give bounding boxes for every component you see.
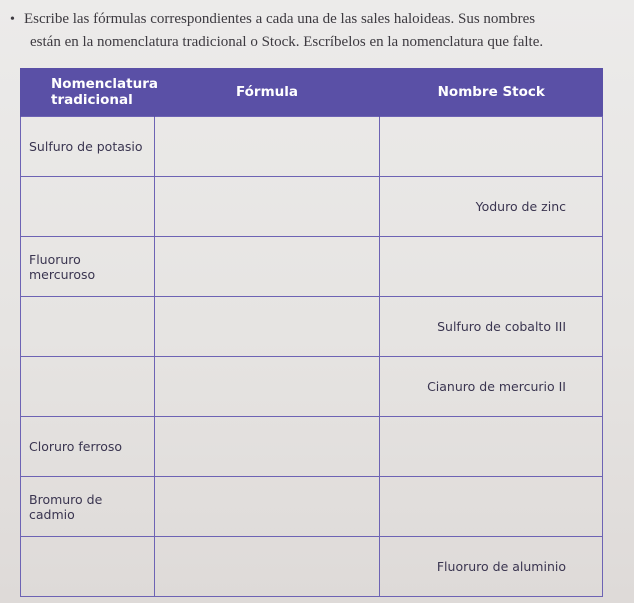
- cell-traditional[interactable]: [21, 297, 155, 357]
- cell-traditional[interactable]: [21, 177, 155, 237]
- salts-table: [20, 68, 603, 597]
- instructions: [10, 8, 625, 53]
- cell-traditional[interactable]: Fluoruro mercuroso: [21, 237, 155, 297]
- cell-formula[interactable]: [155, 357, 380, 417]
- cell-formula[interactable]: [155, 477, 380, 537]
- header-traditional-line2: tradicional: [51, 92, 133, 108]
- cell-formula[interactable]: [155, 537, 380, 597]
- table-row: [21, 117, 603, 177]
- instructions-line-1: [10, 8, 625, 31]
- header-traditional-line1: Nomenclatura: [51, 76, 158, 92]
- cell-traditional[interactable]: Sulfuro de potasio: [21, 117, 155, 177]
- header-traditional: [21, 68, 158, 117]
- bullet-icon: •: [10, 12, 15, 27]
- cell-traditional[interactable]: [21, 357, 155, 417]
- cell-stock[interactable]: [380, 237, 603, 297]
- table-header-row: [21, 68, 603, 117]
- header-stock: Nombre Stock: [380, 68, 603, 117]
- cell-formula[interactable]: [155, 417, 380, 477]
- cell-traditional[interactable]: Bromuro de cadmio: [21, 477, 155, 537]
- header-formula: Fórmula: [155, 68, 380, 117]
- table-row: [21, 237, 603, 297]
- cell-formula[interactable]: [155, 297, 380, 357]
- cell-stock[interactable]: Yoduro de zinc: [380, 177, 603, 237]
- instructions-text-1: Escribe las fórmulas correspondientes a cada una de las sales haloideas. Sus nombres: [24, 11, 536, 27]
- cell-formula[interactable]: [155, 117, 380, 177]
- cell-stock[interactable]: Sulfuro de cobalto III: [380, 297, 603, 357]
- cell-stock[interactable]: [380, 117, 603, 177]
- table-row: [21, 537, 603, 597]
- cell-stock[interactable]: [380, 477, 603, 537]
- cell-stock[interactable]: Cianuro de mercurio II: [380, 357, 603, 417]
- table-row: [21, 477, 603, 537]
- table-row: [21, 357, 603, 417]
- cell-stock[interactable]: [380, 417, 603, 477]
- instructions-text-2: están en la nomenclatura tradicional o Stock. Escríbelos en la nomenclatura que falte.: [30, 34, 544, 50]
- table-row: [21, 417, 603, 477]
- cell-stock[interactable]: Fluoruro de aluminio: [380, 537, 603, 597]
- table-row: [21, 177, 603, 237]
- cell-formula[interactable]: [155, 237, 380, 297]
- table-row: [21, 297, 603, 357]
- cell-traditional[interactable]: Cloruro ferroso: [21, 417, 155, 477]
- cell-formula[interactable]: [155, 177, 380, 237]
- cell-traditional[interactable]: [21, 537, 155, 597]
